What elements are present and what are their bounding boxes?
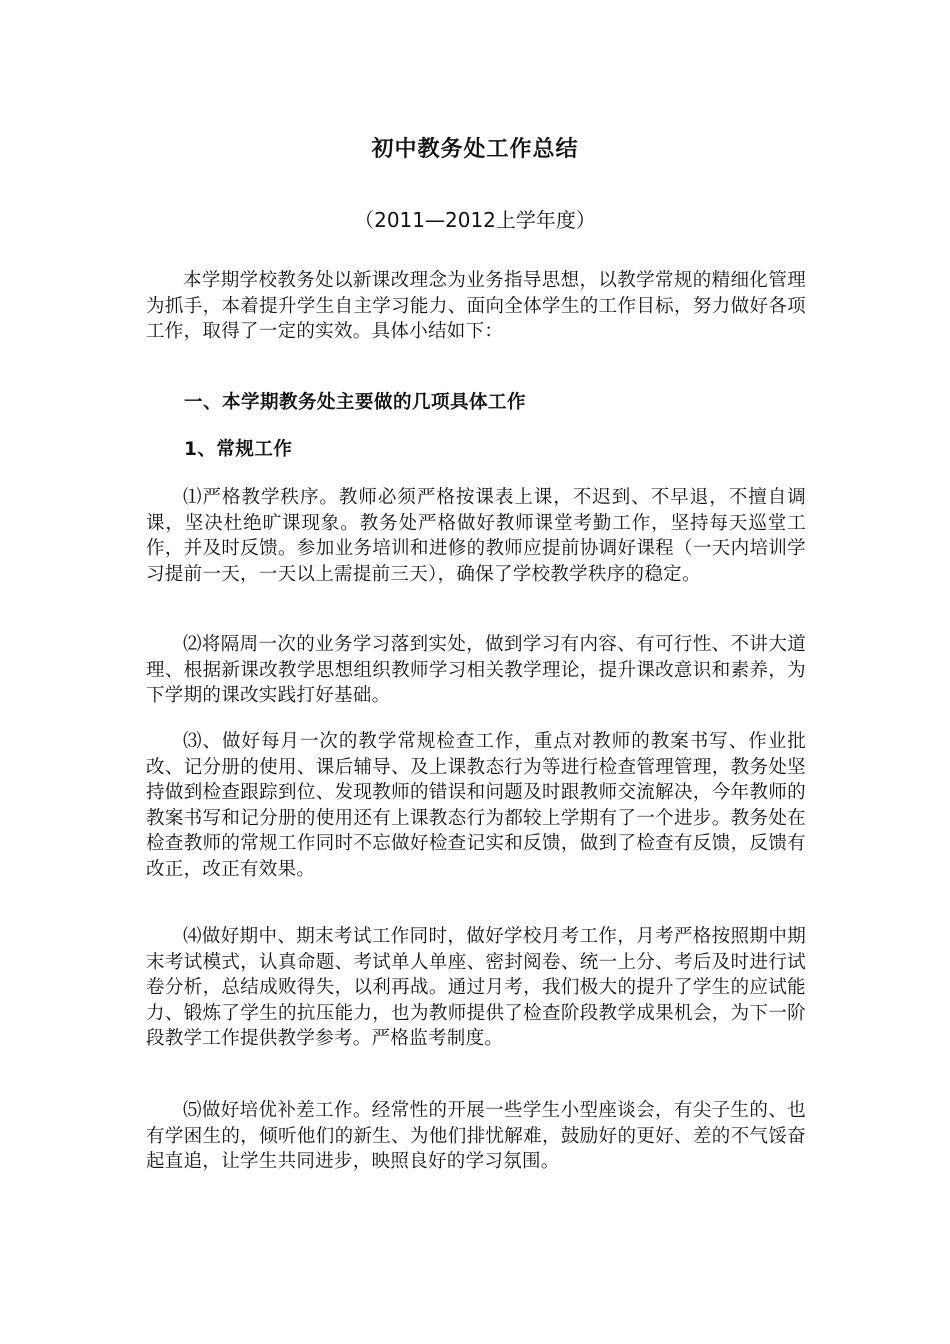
- subsection-heading: 1、常规工作: [184, 439, 293, 460]
- item-paragraph-3: ⑶、做好每月一次的教学常规检查工作，重点对教师的教案书写、作业批改、记分册的使用、课后辅导、及上课教态行为等进行检查管理管理，教务处坚持做到检查跟踪到位、发现教师的错误和问题及时跟教师交流解决，今年教师的教案书写和记分册的使用还有上课教态行为都较上学期有了一个进步。教务处在检查教师的常规工作同时不忘做好检查记实和反馈，做到了检查有反馈，反馈有改正，改正有效果。: [146, 731, 806, 880]
- intro-paragraph: 本学期学校教务处以新课改理念为业务指导思想，以教学常规的精细化管理为抓手，本着提升学生自主学习能力、面向全体学生的工作目标，努力做好各项工作，取得了一定的实效。具体小结如下：: [146, 270, 806, 342]
- item-paragraph-5: ⑸做好培优补差工作。经常性的开展一些学生小型座谈会，有尖子生的、也有学困生的，倾听他们的新生、为他们排忧解难，鼓励好的更好、差的不气馁奋起直追，让学生共同进步，映照良好的学习氛围。: [146, 1100, 806, 1172]
- item-paragraph-1: ⑴严格教学秩序。教师必须严格按课表上课，不迟到、不早退，不擅自调课，坚决杜绝旷课现象。教务处严格做好教师课堂考勤工作，坚持每天巡堂工作，并及时反馈。参加业务培训和进修的教师应提前协调好课程（一天内培训学习提前一天，一天以上需提前三天），确保了学校教学秩序的稳定。: [146, 487, 806, 585]
- document-subtitle: （2011—2012上学年度）: [354, 208, 596, 232]
- item-paragraph-4: ⑷做好期中、期末考试工作同时，做好学校月考工作，月考严格按照期中期末考试模式，认真命题、考试单人单座、密封阅卷、统一上分、考后及时进行试卷分析，总结成败得失，以利再战。通过月考，我们极大的提升了学生的应试能力、锻炼了学生的抗压能力，也为教师提供了检查阶段教学成果机会，为下一阶段教学工作提供教学参考。严格监考制度。: [146, 926, 806, 1049]
- section-heading: 一、本学期教务处主要做的几项具体工作: [184, 392, 527, 413]
- item-paragraph-2: ⑵将隔周一次的业务学习落到实处，做到学习有内容、有可行性、不讲大道理、根据新课改教学思想组织教师学习相关教学理论，提升课改意识和素养，为下学期的课改实践打好基础。: [146, 634, 806, 706]
- document-title: 初中教务处工作总结: [371, 137, 579, 162]
